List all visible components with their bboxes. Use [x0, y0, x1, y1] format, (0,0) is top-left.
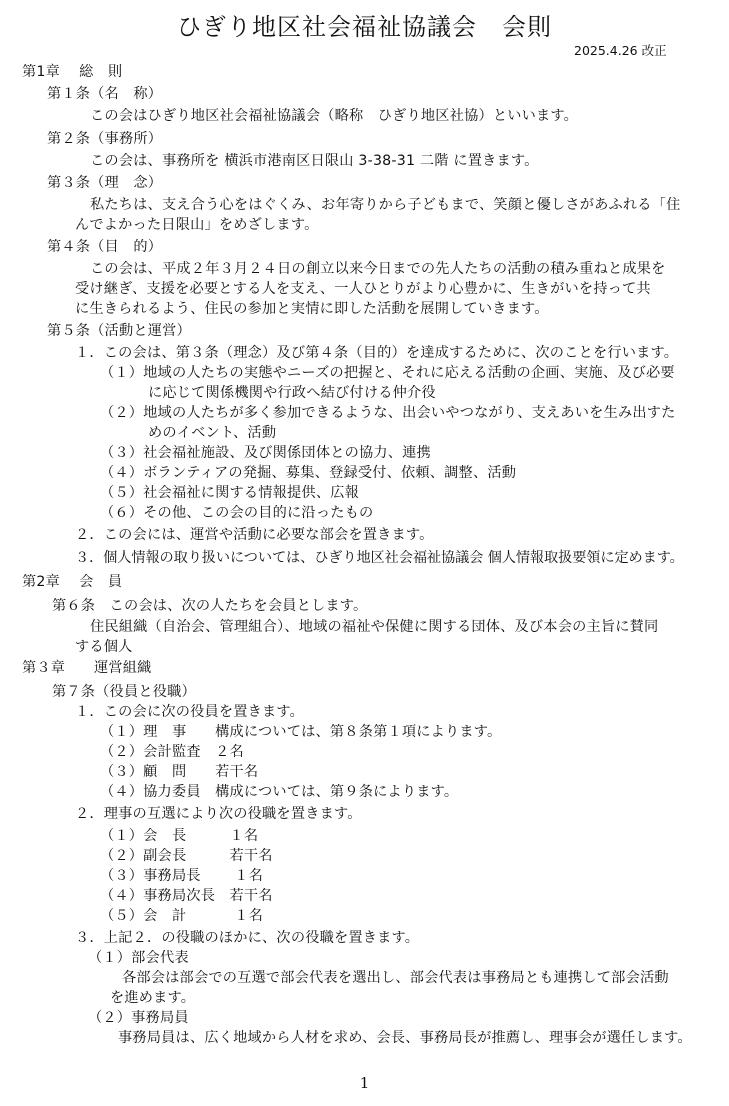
list-item: （１）地域の人たちの実態やニーズの把握と、それに応える活動の企画、実施、及び必要: [100, 365, 675, 381]
list-item: （４）事務局次長 若干名: [100, 888, 273, 904]
article-7-heading: 第７条（役員と役職）: [52, 684, 196, 700]
list-item: （３）顧 問 若干名: [100, 764, 259, 780]
list-item: （２）会計監査 ２名: [100, 744, 244, 760]
list-item: （２）地域の人たちが多く参加できるような、出会いやつながり、支えあいを生み出すた: [100, 405, 676, 421]
article-3-heading: 第３条（理 念）: [47, 175, 163, 191]
list-item: （４）協力委員 構成については、第９条によります。: [100, 784, 459, 800]
article-5-clause-3: ３．個人情報の取り扱いについては、ひぎり地区社会福祉協議会 個人情報取扱要領に定めます。: [75, 550, 684, 566]
article-4-text-line: この会は、平成２年３月２４日の創立以来今日までの先人たちの活動の積み重ねと成果を: [90, 261, 666, 277]
list-item: （６）その他、この会の目的に沿ったもの: [100, 505, 374, 521]
list-item: （３）社会福祉施設、及び関係団体との協力、連携: [100, 445, 431, 461]
list-item: （５）会 計 １名: [100, 908, 263, 924]
sub-text-line: を進めます。: [110, 990, 196, 1006]
revision-date: 2025.4.26 改正: [574, 43, 667, 58]
article-6-heading: 第６条 この会は、次の人たちを会員とします。: [52, 598, 368, 614]
list-item: （５）社会福祉に関する情報提供、広報: [100, 485, 359, 501]
list-item: （３）事務局長 １名: [100, 868, 263, 884]
sub-text-line: 事務局員は、広く地域から人材を求め、会長、事務局長が推薦し、理事会が選任します。: [118, 1030, 692, 1046]
article-5-heading: 第５条（活動と運営）: [47, 323, 191, 339]
list-item-continuation: に応じて関係機関や行政へ結び付ける仲介役: [148, 385, 436, 401]
article-5-clause-2: ２．この会には、運営や活動に必要な部会を置きます。: [75, 527, 434, 543]
article-3-text-line: んでよかった日限山」をめざします。: [75, 217, 319, 233]
article-3-text-line: 私たちは、支え合う心をはぐくみ、お年寄りから子どもまで、笑顔と優しさがあふれる「住: [90, 197, 681, 213]
list-item: （１）理 事 構成については、第８条第１項によります。: [100, 724, 502, 740]
list-item-continuation: めのイベント、活動: [148, 425, 277, 441]
chapter-1-heading: 第1章 総 則: [22, 64, 123, 80]
sub-heading-secretariat-staff: （２）事務局員: [88, 1010, 189, 1026]
article-1-heading: 第１条（名 称）: [47, 86, 163, 102]
document-title: ひぎり地区社会福祉協議会 会則: [177, 13, 552, 41]
article-6-text-line: する個人: [75, 639, 133, 655]
article-5-clause-1: １．この会は、第３条（理念）及び第４条（目的）を達成するために、次のことを行います。: [75, 345, 679, 361]
article-7-clause-3: ３．上記２．の役職のほかに、次の役職を置きます。: [75, 930, 420, 946]
page-number: 1: [359, 1074, 370, 1092]
article-2-heading: 第２条（事務所）: [47, 131, 163, 147]
article-4-heading: 第４条（目 的）: [47, 239, 163, 255]
article-2-text: この会は、事務所を 横浜市港南区日限山 3-38-31 二階 に置きます。: [90, 153, 539, 169]
article-1-text: この会はひぎり地区社会福祉協議会（略称 ひぎり地区社協）といいます。: [90, 108, 579, 124]
list-item: （１）会 長 １名: [100, 828, 259, 844]
article-6-text-line: 住民組織（自治会、管理組合）、地域の福祉や保健に関する団体、及び本会の主旨に賛同: [90, 619, 659, 635]
sub-text-line: 各部会は部会での互選で部会代表を選出し、部会代表は事務局とも連携して部会活動: [122, 970, 669, 986]
article-4-text-line: 受け継ぎ、支援を必要とする人を支え、一人ひとりがより心豊かに、生きがいを持って共: [75, 281, 651, 297]
article-7-clause-1: １．この会に次の役員を置きます。: [75, 704, 305, 720]
chapter-2-heading: 第2章 会 員: [22, 574, 123, 590]
article-4-text-line: に生きられるよう、住民の参加と実情に即した活動を展開していきます。: [75, 301, 549, 317]
list-item: （２）副会長 若干名: [100, 848, 273, 864]
article-7-clause-2: ２．理事の互選により次の役職を置きます。: [75, 806, 362, 822]
chapter-3-heading: 第３章 運営組織: [22, 660, 152, 676]
list-item: （４）ボランティアの発掘、募集、登録受付、依頼、調整、活動: [100, 465, 517, 481]
sub-heading-section-representative: （１）部会代表: [88, 950, 189, 966]
